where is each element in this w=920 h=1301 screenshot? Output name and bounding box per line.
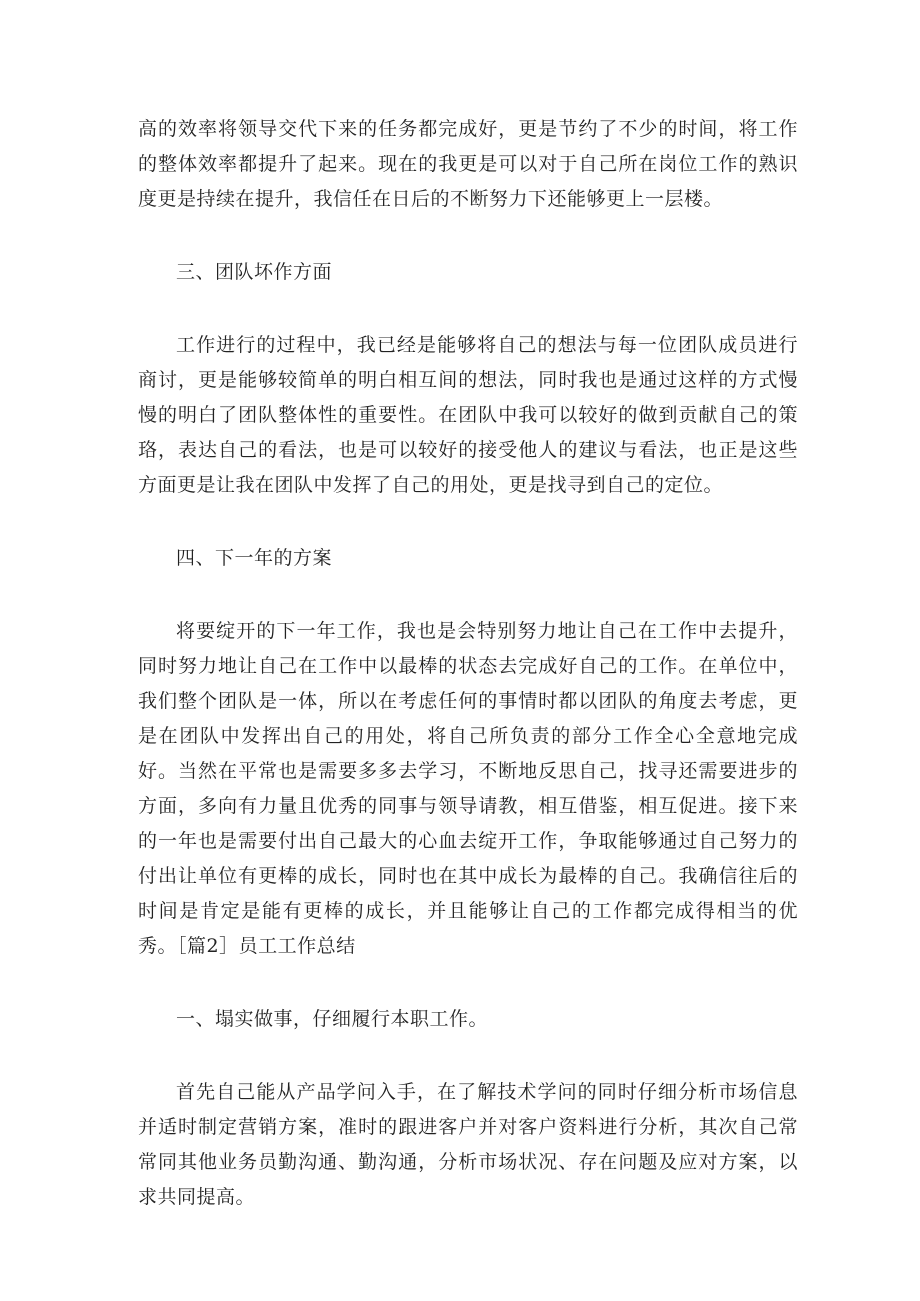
paragraph-product-knowledge: 首先自己能从产品学问入手，在了解技术学问的同时仔细分析市场信息并适时制定营销方案，准时的跟进客户并对客户资料进行分析，其次自己常常同其他业务员勤沟通、勤沟通，分析市场状况、存在问题及应对方案，以求共同提高。 [138,1081,798,1208]
paragraph-gap [138,217,798,255]
paragraph-teamwork: 工作进行的过程中，我已经是能够将自己的想法与每一位团队成员进行商讨，更是能够较简单的明白相互间的想法，同时我也是通过这样的方式慢慢的明白了团队整体性的重要性。在团队中我可以较好的做到贡献自己的策珞，表达自己的看法，也是可以较好的接受他人的建议与看法，也正是这些方面更是让我在团队中发挥了自己的用处，更是找寻到自己的定位。 [138,334,798,496]
section-heading-teamwork: 三、团队坏作方面 [176,261,333,283]
paragraph-next-year-plan: 将要绽开的下一年工作，我也是会特别努力地让自己在工作中去提升，同时努力地让自己在工作中以最棒的状态去完成好自己的工作。在单位中，我们整个团队是一体，所以在考虑任何的事情时都以团队的角度去考虑，更是在团队中发挥出自己的用处，将自己所负责的部分工作全心全意地完成好。当然在平常也是需要多多去学习，不断地反思自己，找寻还需要进步的方面，多向有力量且优秀的同事与领导请教，相互借鉴，相互促进。接下来的一年也是需要付出自己最大的心血去绽开工作，争取能够通过自己努力的付出让单位有更棒的成长，同时也在其中成长为最棒的自己。我确信往后的时间是肯定是能有更棒的成长，并且能够让自己的工作都完成得相当的优秀。［篇2］员工工作总结 [138,620,798,957]
paragraph-gap [138,290,798,328]
document-body [138,112,798,1215]
paragraph-gap [138,576,798,614]
section-heading-next-year-plan: 四、下一年的方案 [176,547,333,569]
section-heading-practical-work: 一、塌实做事，仔细履行本职工作。 [176,1008,489,1030]
paragraph-gap [138,503,798,541]
paragraph-efficiency: 高的效率将领导交代下来的任务都完成好，更是节约了不少的时间，将工作的整体效率都提升了起来。现在的我更是可以对于自己所在岗位工作的熟识度更是持续在提升，我信任在日后的不断努力下还能够更上一层楼。 [138,118,798,210]
paragraph-gap [138,1037,798,1075]
paragraph-gap [138,964,798,1002]
